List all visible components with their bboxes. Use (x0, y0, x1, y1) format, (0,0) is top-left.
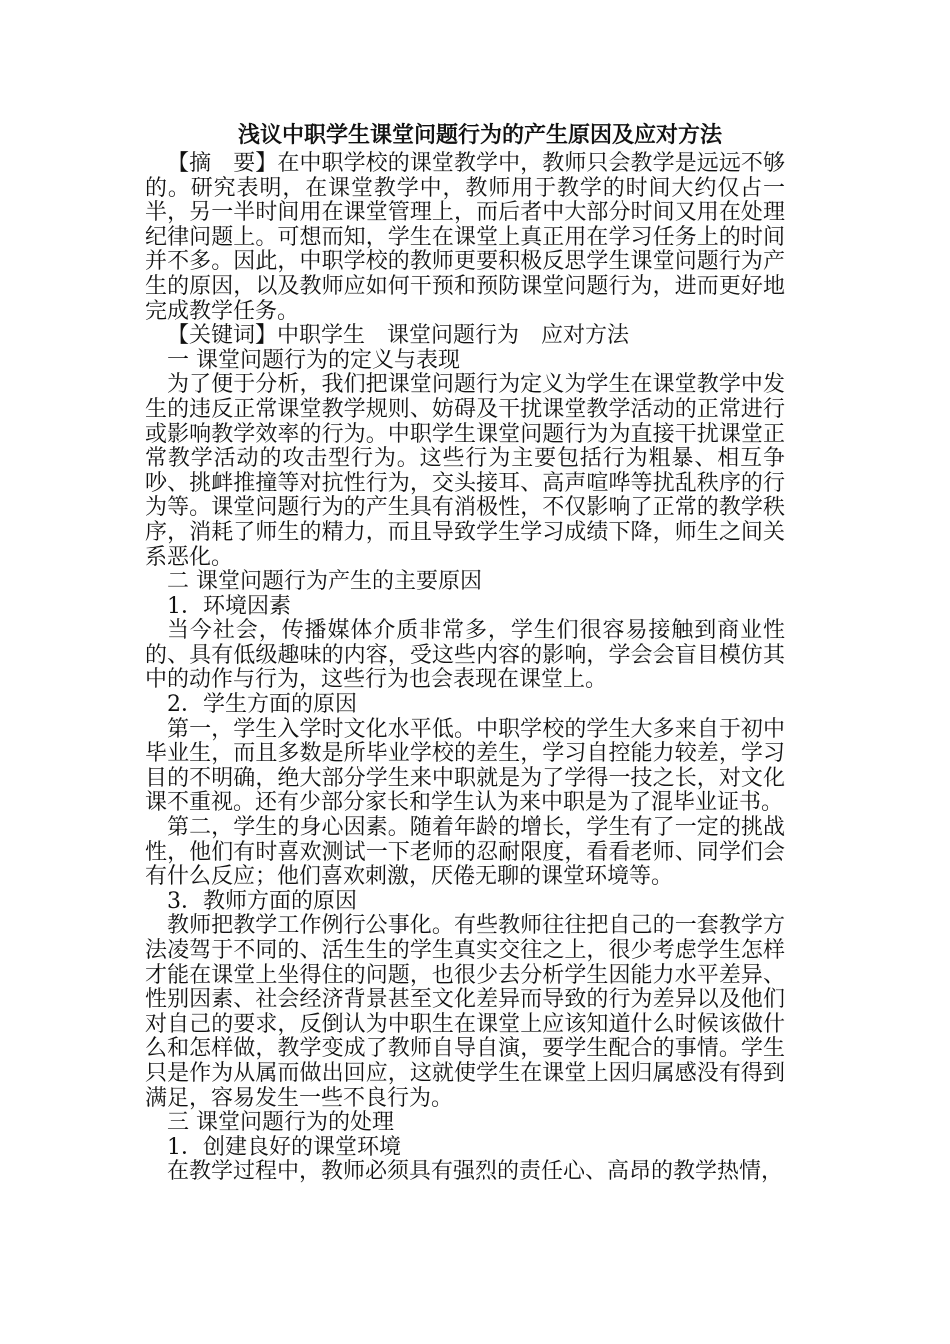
subheading-teachers: 3．教师方面的原因 (167, 888, 357, 914)
subheading-environment-create: 1．创建良好的课堂环境 (167, 1134, 401, 1160)
abstract-text: 在中职学校的课堂教学中，教师只会教学是远远不够的。研究表明，在课堂教学中，教师用于教学的时间大约仅占一半，另一半时间用在课堂管理上，而后者中大部分时间又用在处理纪律问题上。可想而知，学生在课堂上真正用在学习任务上的时间并不多。因此，中职学校的教师更要积极反思学生课堂问题行为产生的原因，以及教师应如何干预和预防课堂问题行为，进而更好地完成教学任务。 (145, 151, 785, 324)
section-heading-3: 三 课堂问题行为的处理 (167, 1110, 394, 1136)
paragraph-teachers: 教师把教学工作例行公事化。有些教师往往把自己的一套教学方法凌驾于不同的、活生生的学生真实交往之上，很少考虑学生怎样才能在课堂上坐得住的问题，也很少去分析学生因能力水平差异、性别因素、社会经济背景甚至文化差异而导致的行为差异以及他们对自己的要求，反倒认为中职生在课堂上应该知道什么时候该做什么和怎样做，教学变成了教师自导自演，要学生配合的事情。学生只是作为从属而做出回应，这就使学生在课堂上因归属感没有得到满足，容易发生一些不良行为。 (145, 913, 785, 1111)
keywords-text: 中职学生 课堂问题行为 应对方法 (277, 323, 630, 349)
document-page (145, 118, 785, 1185)
abstract (145, 152, 785, 324)
section-heading-2: 二 课堂问题行为产生的主要原因 (167, 569, 482, 595)
paragraph-students-first: 第一，学生入学时文化水平低。中职学校的学生大多来自于初中毕业生，而且多数是所毕业学校的差生，学习自控能力较差，学习目的不明确，绝大部分学生来中职就是为了学得一技之长，对文化课不重视。还有少部分家长和学生认为来中职是为了混毕业证书。 (145, 716, 785, 816)
paragraph-definition: 为了便于分析，我们把课堂问题行为定义为学生在课堂教学中发生的违反正常课堂教学规则、妨碍及干扰课堂教学活动的正常进行或影响教学效率的行为。中职学生课堂问题行为为直接干扰课堂正常教学活动的攻击型行为。这些行为主要包括行为粗暴、相互争吵、挑衅推撞等对抗性行为，交头接耳、高声喧哗等扰乱秩序的行为等。课堂问题行为的产生具有消极性，不仅影响了正常的教学秩序，消耗了师生的精力，而且导致学生学习成绩下降，师生之间关系恶化。 (145, 372, 785, 570)
abstract-label: 【摘 要】 (167, 151, 278, 176)
paragraph-students-second: 第二，学生的身心因素。随着年龄的增长，学生有了一定的挑战性，他们有时喜欢测试一下老师的忍耐限度，看看老师、同学们会有什么反应；他们喜欢刺激，厌倦无聊的课堂环境等。 (145, 815, 785, 890)
section-heading-1: 一 课堂问题行为的定义与表现 (167, 347, 460, 373)
subheading-environment: 1．环境因素 (167, 593, 291, 619)
paragraph-environment: 当今社会，传播媒体介质非常多，学生们很容易接触到商业性的、具有低级趣味的内容，受这些内容的影响，学会会盲目模仿其中的动作与行为，这些行为也会表现在课堂上。 (145, 618, 785, 693)
document-title: 浅议中职学生课堂问题行为的产生原因及应对方法 (238, 122, 723, 148)
keywords (145, 324, 785, 349)
subheading-students: 2．学生方面的原因 (167, 692, 357, 718)
keywords-label: 【关键词】 (167, 323, 278, 349)
paragraph-teaching-process: 在教学过程中，教师必须具有强烈的责任心、高昂的教学热情， (167, 1159, 784, 1185)
